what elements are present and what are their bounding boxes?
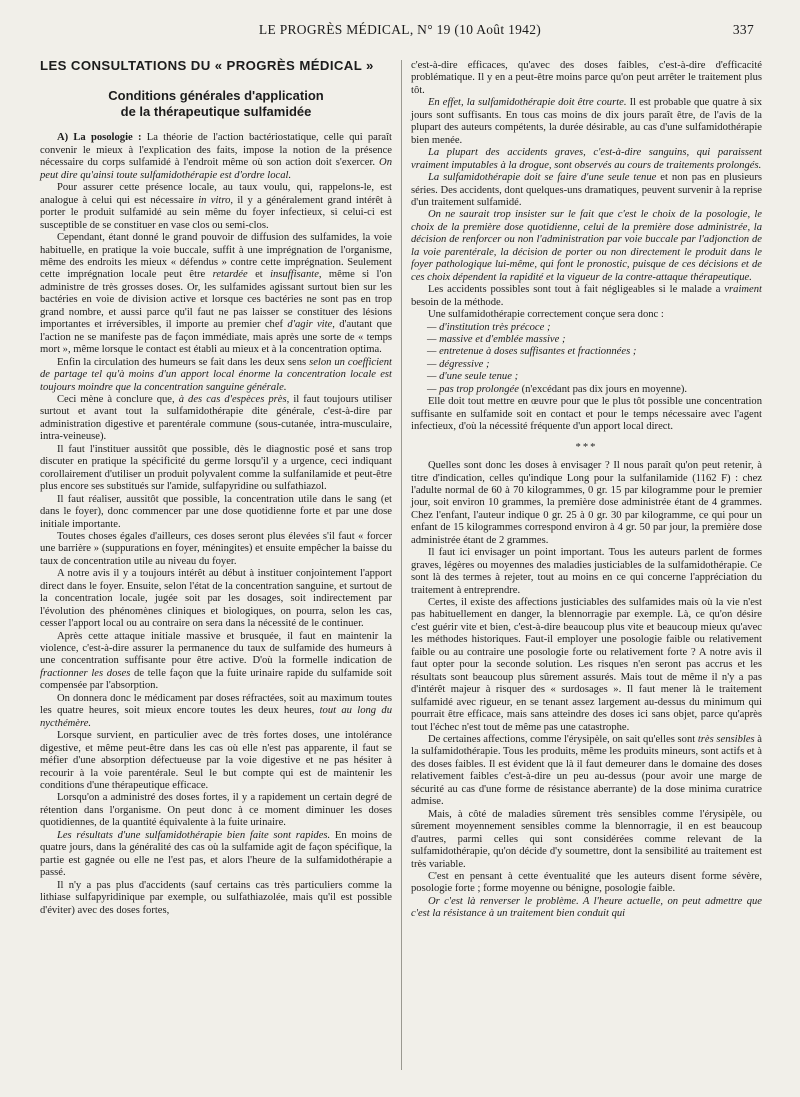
- text-run: besoin de la méthode.: [411, 296, 504, 308]
- paragraph: [411, 172, 762, 209]
- list-item: — entretenue à doses suffisantes et fractionnées ;: [427, 346, 637, 358]
- italic-run: à des cas d'espèces près: [178, 393, 287, 405]
- criteria-list: [411, 322, 762, 397]
- italic-run: On peut dire qu'ainsi toute sulfamidothérapie est d'ordre local.: [40, 157, 392, 181]
- paragraph: [40, 830, 392, 880]
- list-item: — massive et d'emblée massive ;: [427, 333, 566, 345]
- journal-title: LE PROGRÈS MÉDICAL, N° 19 (10 Août 1942): [258, 22, 542, 37]
- paragraph: Une sulfamidothérapie correctement conçue sera donc :: [427, 309, 664, 321]
- italic-run: retardée: [212, 269, 248, 281]
- section-separator: ***: [575, 441, 598, 453]
- italic-run: vraiment: [724, 284, 762, 296]
- text-run: , il y a généralement grand intérêt à porter le produit sulfamidé au sein même du foyer infectieux, si celui-ci est susceptible de se constituer en vase clos ou semi-clos.: [40, 194, 392, 231]
- italic-run: tout au long du nycthémère.: [40, 705, 392, 729]
- paragraph: [40, 357, 392, 394]
- article-title-line-2: de la thérapeutique sulfamidée: [120, 104, 312, 120]
- paragraph: [40, 394, 392, 444]
- italic-run: insuffisante: [270, 269, 319, 281]
- right-column: [411, 60, 762, 921]
- list-item: — dégressive ;: [427, 358, 490, 370]
- paragraph: Il faut réaliser, aussitôt que possible, la concentration utile dans le sang (et dans le foyer), donc commencer par une dose quotidienne forte et par une dose initiale importante.: [40, 493, 392, 530]
- column-divider: [401, 60, 402, 1070]
- paragraph: [40, 132, 392, 182]
- text-run: Il est probable que quatre à six jours sont suffisants. En tous cas moins de dix jours paraît être, de l'avis de la plupart des auteurs compétents, la durée désirable, au cas d'une sulfamidothérapie bien menée.: [411, 97, 762, 146]
- paragraph: [411, 97, 762, 147]
- paragraph: Lorsque survient, en particulier avec de très fortes doses, une intolérance digestive, et même peut-être dans les cas où elle n'est pas apparente, il faut se méfier d'une absorption défectueuse par la voie digestive et ne pas hésiter à recourir à la voie parentérale. Seul le but compte qui est de maintenir les conditions d'une thérapeutique efficace.: [40, 730, 392, 792]
- text-run: , même si l'on administre de très grosses doses. Or, les sulfamides agissant surtout bien sur les bactéries en voie de division active et lorsque ces bactéries ne sont pas en trop grand nombre, et aussi parce qu'il faut ne pas laisser se constituer des lésions importantes et irréversibles, il importe au premier chef: [40, 269, 392, 331]
- paragraph: Or c'est là renverser le problème. A l'heure actuelle, on peut admettre que c'est la résistance à un traitement bien conduit qui: [411, 895, 762, 920]
- list-item: — d'institution très précoce ;: [427, 321, 551, 333]
- paragraph: Certes, il existe des affections justiciables des sulfamides mais où la vie n'est pas habituellement en danger, la blennorragie par exemple. Là, ce qu'on désire c'est guérir vite et bien, c'est-à-dire beaucoup plus vite et beaucoup mieux qu'avec les méthodes historiques. Faut-il employer une posologie faible ou relativement faible ou au contraire une posologie forte ou relativement forte ? A notre avis il faut opter pour la seconde solution. Les risques n'en seront pas accrus et les résultats sont beaucoup plus sûrement assurés. Mais tout de même il n'y a pas d'intérêt majeur à risquer des « surdosages ». Il faut mener là le traitement sulfamidé avec rigueur, en se tenant assez largement au-dessus du minimum qui pourrait être efficace, mais sans atteindre des doses ici sans objet, parce qu'après tout l'échec n'est tout de même pas une catastrophe.: [411, 597, 762, 733]
- article-title-line-1: Conditions générales d'application: [108, 88, 324, 104]
- paragraph: A notre avis il y a toujours intérêt au début à instituer conjointement l'apport direct dans le foyer. Ensuite, selon l'état de la concentration sanguine, et surtout de la concentration locale, jugée soit par les dosages, soit indirectement par l'évolution des phénomènes cliniques et biologiques, on pourra, selon les cas, cesser l'apport local ou au contraire on sera dans la nécessité de le continuer.: [40, 568, 392, 630]
- italic-run: in vitro: [198, 194, 231, 206]
- paragraph: Lorsqu'on a administré des doses fortes, il y a rapidement un certain degré de rétention dans l'organisme. On peut donc à ce moment diminuer les doses quotidiennes, de la quantité équivalente à la fuite urinaire.: [40, 792, 392, 829]
- text-run: à la sulfamidothérapie. Tous les produits, même les produits mineurs, sont actifs et à des doses faibles. Il est évident que là il faut demeurer dans le domaine des doses relativement faibles c'est-à-dire un peu au-dessus (pour avoir une marge de sécurité au cas d'une forme de résistance aberrante) de la dose minima curatrice admise.: [411, 734, 762, 808]
- italic-run: fractionner les doses: [40, 667, 131, 679]
- list-item: — d'une seule tenue ;: [427, 371, 519, 383]
- text-run: On donnera donc le médicament par doses réfractées, soit au maximum toutes les quatre heures, soit mieux encore toutes les deux heures,: [40, 692, 392, 717]
- italic-run: selon un coefficient de partage tel qu'à moins d'un apport local énorme la concentration locale est toujours moindre que la concentration sanguine générale.: [40, 356, 393, 393]
- paragraph: Il faut ici envisager un point important. Tous les auteurs parlent de formes graves, légères ou moyennes des maladies justiciables de la sulfamidothérapie. Ce sont là des termes à rejeter, tout au moins en ce qui concerne l'appréciation du traitement à entreprendre.: [411, 547, 762, 596]
- text-run: , il faut toujours utiliser surtout et avant tout la sulfamidothérapie dite générale, c'est-à-dire par administration digestive et parentérale commune (sous-cutanée, intra-musculaire, intra-veineuse).: [40, 393, 392, 443]
- paragraph: [411, 284, 762, 309]
- paragraph: Mais, à côté de maladies sûrement très sensibles comme l'érysipèle, ou sûrement moyennement sensibles comme la blennorragie, il en est beaucoup d'autres, parmi celles qui sont considérées comme relevant de la sulfamidothérapie, qu'on décide d'y soumettre, dont la sensibilité au traitement est très variable.: [411, 808, 762, 870]
- text-run: Enfin la circulation des humeurs se fait dans les deux sens: [56, 356, 310, 368]
- paragraph: Toutes choses égales d'ailleurs, ces doses seront plus élevées s'il faut « forcer une barrière » (suppurations en foyer, méningites) et ensuite empêcher la baisse du taux de concentration utile au niveau du foyer.: [40, 530, 392, 567]
- italic-run: Les résultats d'une sulfamidothérapie bien faite sont rapides.: [56, 829, 331, 841]
- section-heading: LES CONSULTATIONS DU « PROGRÈS MÉDICAL »: [40, 58, 374, 73]
- paragraph: [40, 232, 392, 357]
- text-run: (n'excédant pas dix jours en moyenne).: [518, 383, 688, 395]
- text-run: Ceci mène à conclure que,: [56, 393, 179, 405]
- italic-run: très sensibles: [697, 734, 755, 746]
- paragraph: [40, 693, 392, 730]
- paragraph: [40, 182, 392, 232]
- italic-run: La sulfamidothérapie doit se faire d'une seule tenue: [427, 172, 657, 184]
- page-number: 337: [732, 22, 754, 37]
- text-run: , d'autant que l'action ne se manifeste pas de façon immédiate, mais après une sorte de « temps mort », même lorsque le contact est établi au mieux et à la concentration optima.: [40, 319, 392, 356]
- running-head: [0, 22, 800, 40]
- text-run: et: [247, 269, 271, 281]
- text-run: Cependant, étant donné le grand pouvoir de diffusion des sulfamides, la voie habituelle, en pratique la voie buccale, suffit à une imprégnation de l'organisme, même des endroits les mieux « défendus » contre cette imprégnation. Seulement cette imprégnation locale peut être: [40, 232, 392, 281]
- paragraph: On ne saurait trop insister sur le fait que c'est le choix de la posologie, le choix de la première dose quotidienne, celui de la première dose administrée, la décision de renforcer ou non l'administration par voie buccale par l'adjonction de la voie parentérale, la décision de porter ou non directement le produit dans le foyer pathologique lui-même, qui font le pronostic, puisque de ces décisions et de ces choix dépendent la rapidité et la vigueur de la contre-attaque thérapeutique.: [411, 209, 762, 283]
- left-column: [40, 60, 392, 917]
- paragraph: Il n'y a pas plus d'accidents (sauf certains cas très particuliers comme la lithiase sulfapyridinique par exemple, ou sulfathiazolée, mais qu'il est possible d'éviter) avec des doses fortes,: [40, 879, 392, 916]
- subsection-label: A) La posologie :: [56, 132, 142, 144]
- italic-run: En effet, la sulfamidothérapie doit être courte.: [427, 97, 627, 109]
- text-run: Pour assurer cette présence locale, au taux voulu, qui, rappelons-le, est analogue à celui qui est nécessaire: [40, 182, 392, 206]
- paragraph: [411, 734, 762, 809]
- paragraph: Elle doit tout mettre en œuvre pour que le plus tôt possible une concentration suffisante en sulfamide soit en contact et pour le temps nécessaire avec l'agent infectieux, d'où la nécessité fréquente d'un apport local direct.: [411, 396, 762, 433]
- paragraph: [40, 631, 392, 693]
- text-run: De certaines affections, comme l'érysipèle, on sait qu'elles sont: [427, 734, 698, 746]
- paragraph: C'est en pensant à cette éventualité que les auteurs disent forme sévère, posologie forte ; forme moyenne ou bénigne, posologie faible.: [411, 871, 762, 895]
- article-title: [40, 88, 392, 120]
- text-run: Après cette attaque initiale massive et brusquée, il faut en maintenir la violence, c'est-à-dire assurer la permanence du taux de sulfamide des humeurs à une concentration suffisante pour être active. D'où la formelle indication de: [40, 630, 392, 667]
- italic-run: — pas trop prolongée: [427, 383, 519, 395]
- paragraph: La plupart des accidents graves, c'est-à-dire sanguins, qui paraissent vraiment imputables à la drogue, sont observés au cours de traitements prolongés.: [411, 147, 762, 171]
- paragraph: c'est-à-dire efficaces, qu'avec des doses faibles, c'est-à-dire d'efficacité problématique. Il y en a peut-être moins parce qu'on peut arrêter le traitement plus tôt.: [411, 60, 762, 96]
- italic-run: d'agir vite: [287, 319, 333, 331]
- text-run: Les accidents possibles sont tout à fait négligeables si le malade a: [427, 284, 725, 296]
- text-run: et non pas en plusieurs séries. Des accidents, dont quelques-uns dramatiques, peuvent survenir à la reprise d'un traitement sulfamidé.: [411, 172, 763, 208]
- paragraph: Quelles sont donc les doses à envisager ? Il nous paraît qu'on peut retenir, à titre d'indication, celles qu'indique Long pour la sulfanilamide (1162 F) : chez l'adulte normal de 60 à 70 kilogrammes, 0 gr. 15 par kilogramme pour le premier jour, soit environ 10 grammes, la première dose administrée étant de 4 grammes. Chez l'enfant, l'auteur indique 0 gr. 25 à 0 gr. 30 par kilogramme, ce qui pour un enfant de 15 kilogrammes correspond environ à 4 gr. 50 par jour, la première dose administrée étant de 2 grammes.: [411, 460, 762, 546]
- text-run: de telle façon que la fuite urinaire rapide du sulfamide soit compensée par l'absorption.: [40, 667, 392, 692]
- list-item: [427, 384, 762, 396]
- text-run: En moins de quatre jours, dans la généralité des cas où la sulfamide agit de façon spécifique, la partie est gagnée ou elle ne l'est pas, et alors l'heure de la sulfamidothérapie a passé.: [40, 829, 392, 879]
- paragraph: Il faut l'instituer aussitôt que possible, dès le diagnostic posé et sans trop discuter en pratique la spécificité du germe lorsqu'il y a urgence, ceci indiquant corollairement d'utiliser un produit polyvalent comme la sulfanilamide et peut-être plus encore ses substitués sur l'amide, sulfapyridine ou sulfathiazol.: [40, 443, 392, 493]
- text-run: La théorie de l'action bactériostatique, celle qui paraît convenir le mieux à l'explication des faits, impose la notion de la présence nécessaire du corps sulfamidé à l'endroit même où son action doit s'exercer.: [40, 132, 392, 169]
